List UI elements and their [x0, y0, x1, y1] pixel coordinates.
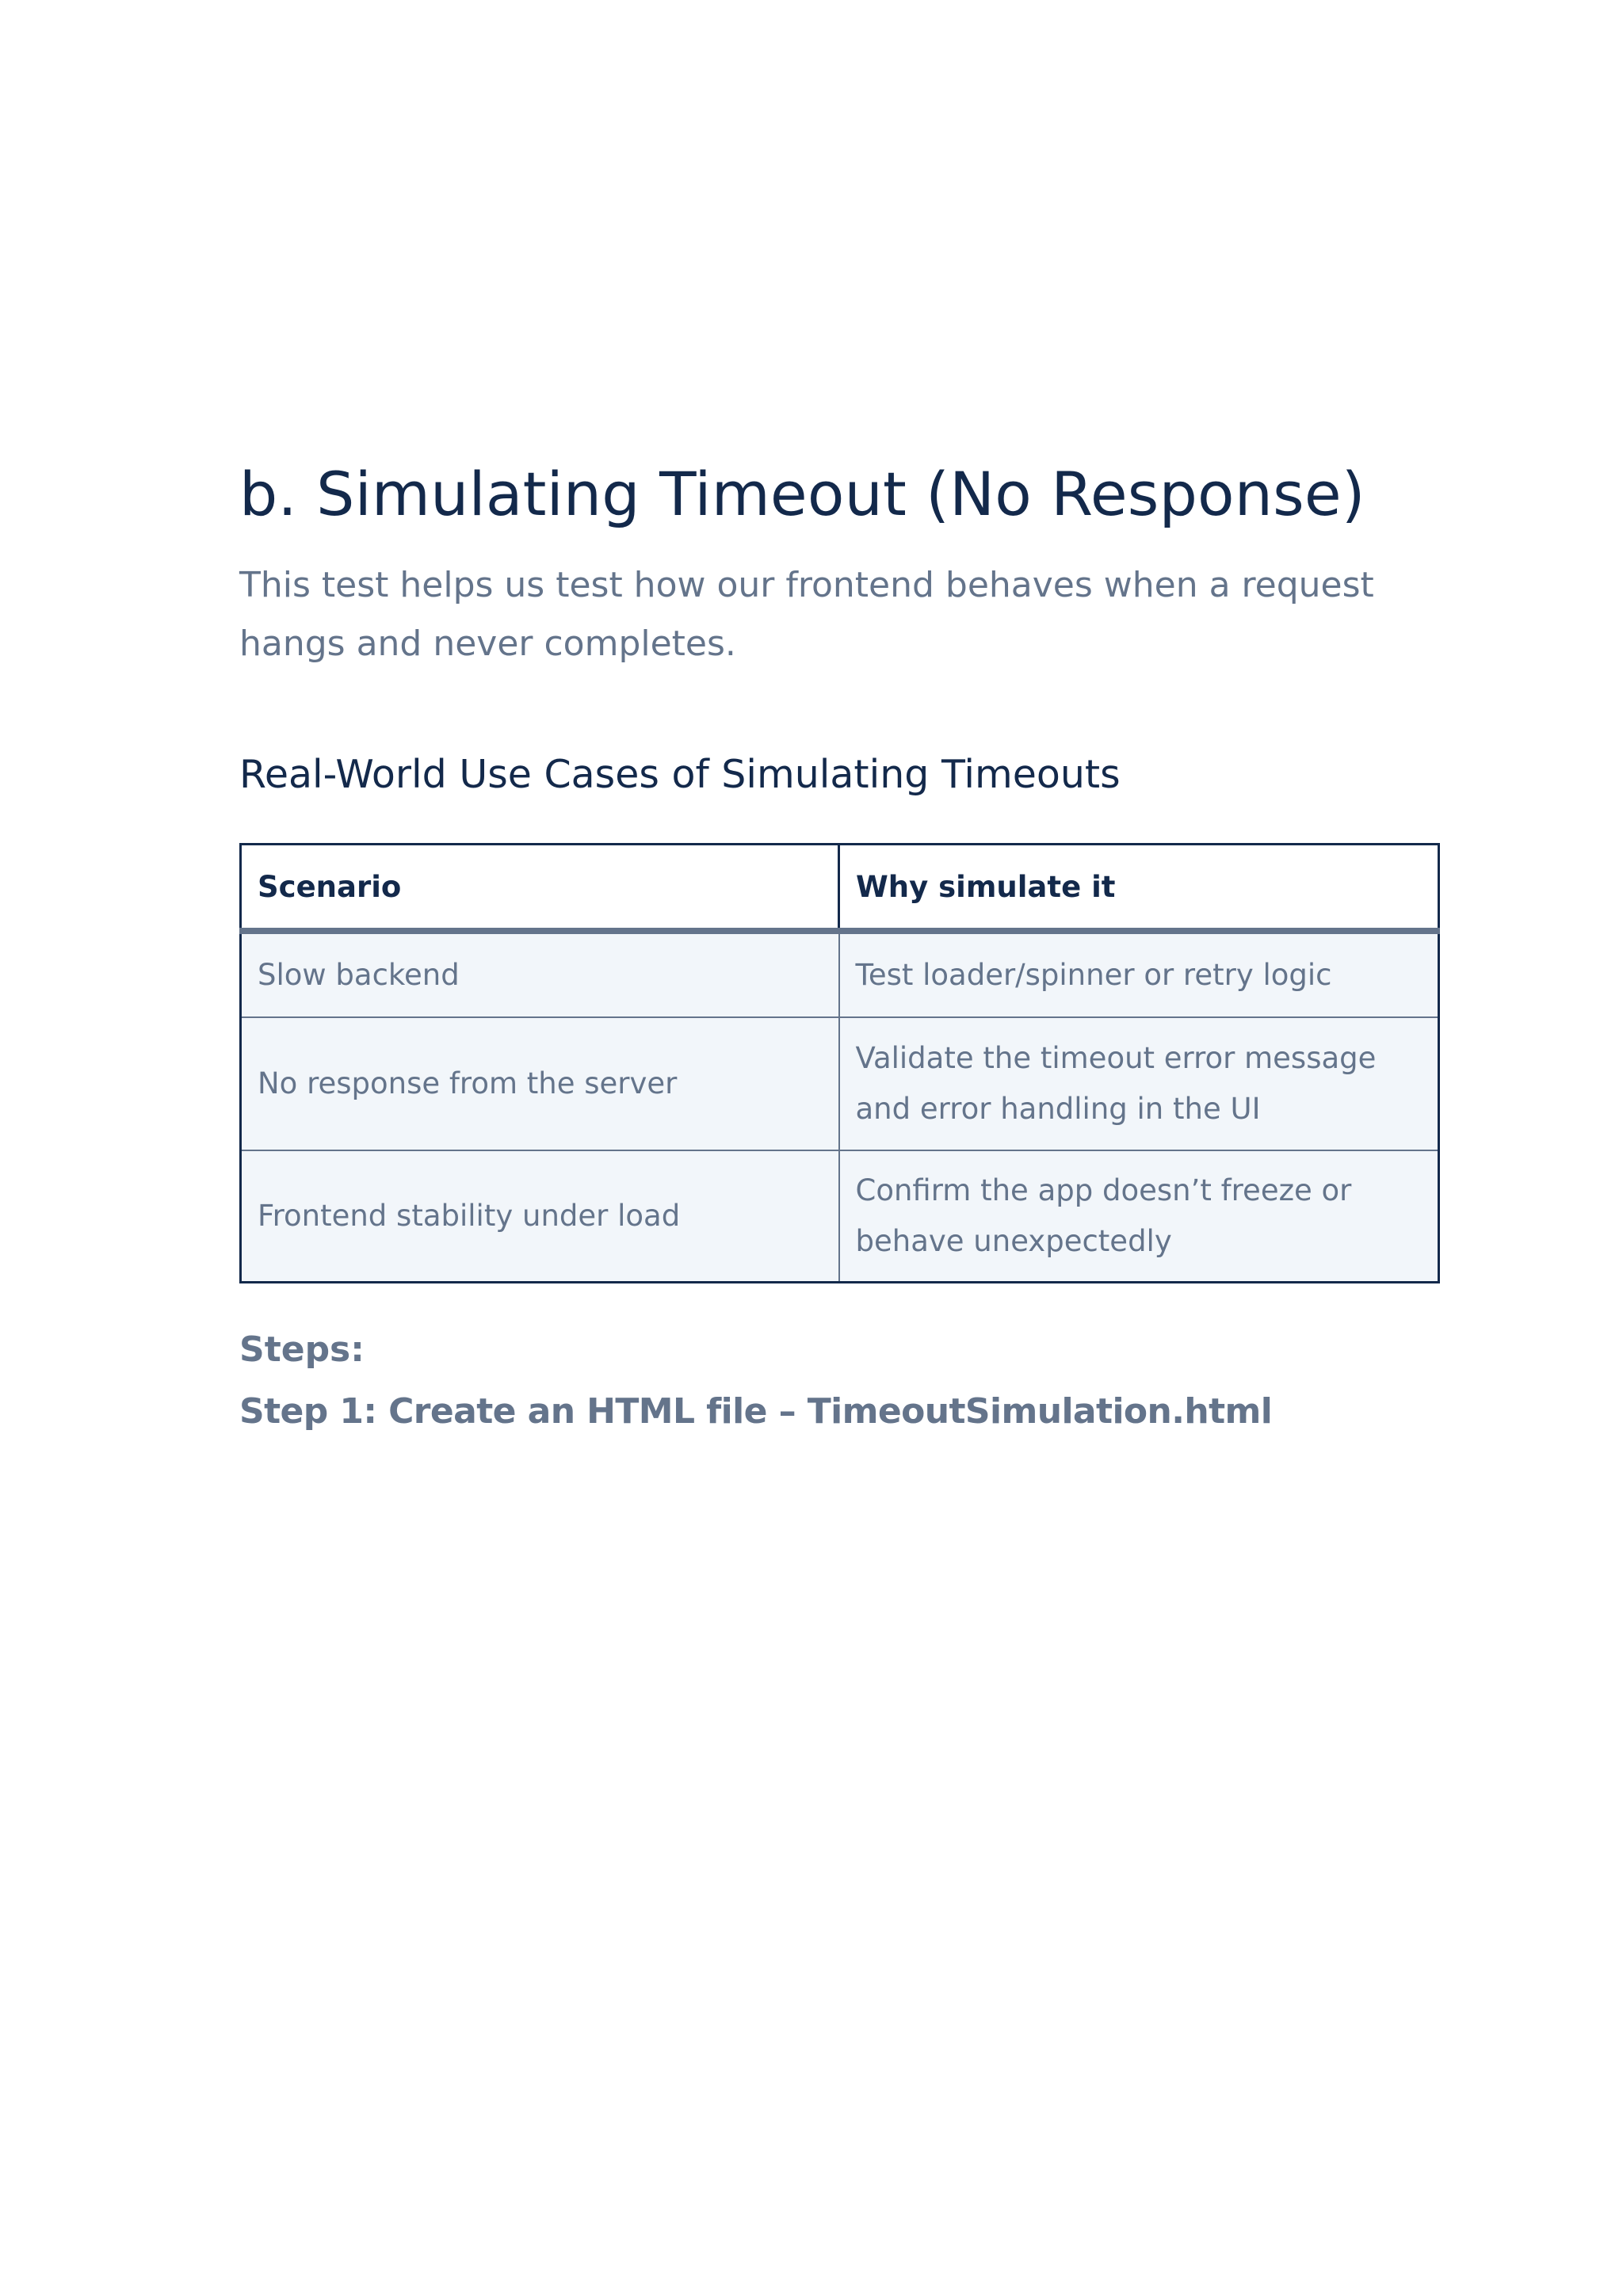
step-1-heading: Step 1: Create an HTML file – TimeoutSimulation.html: [239, 1391, 1273, 1432]
steps-label: Steps:: [239, 1329, 365, 1370]
why-cell: Validate the timeout error message and error handling in the UI: [839, 1017, 1439, 1150]
scenario-cell: Frontend stability under load: [241, 1150, 839, 1283]
table-row: [241, 1150, 1439, 1283]
table-header-row: [241, 845, 1439, 932]
header-why-simulate: Why simulate it: [839, 845, 1439, 932]
table-row: [241, 931, 1439, 1017]
scenario-cell: No response from the server: [241, 1017, 839, 1150]
section-heading: b. Simulating Timeout (No Response): [239, 459, 1365, 529]
intro-paragraph: This test helps us test how our frontend behaves when a request hangs and never completes.: [239, 565, 1374, 664]
use-cases-heading: Real-World Use Cases of Simulating Timeouts: [239, 752, 1121, 797]
why-cell: Test loader/spinner or retry logic: [839, 931, 1439, 1017]
scenario-cell: Slow backend: [241, 931, 839, 1017]
use-cases-table: [239, 843, 1440, 1283]
page-content: [239, 452, 1438, 1437]
why-cell: Confirm the app doesn’t freeze or behave unexpectedly: [839, 1150, 1439, 1283]
header-scenario: Scenario: [241, 845, 839, 932]
table-row: [241, 1017, 1439, 1150]
